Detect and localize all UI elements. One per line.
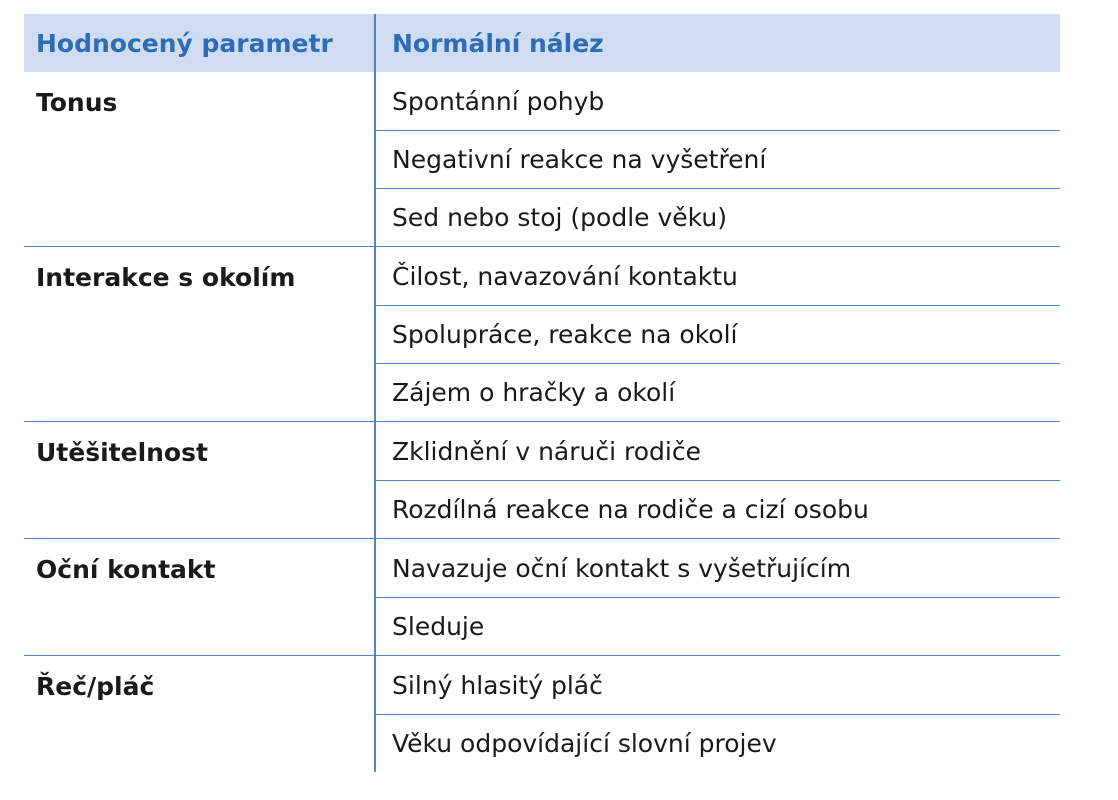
finding-row: Rozdílná reakce na rodiče a cizí osobu [376,480,1060,538]
parameter-cell: Oční kontakt [24,539,376,655]
parameter-cell: Tonus [24,72,376,246]
finding-row: Čilost, navazování kontaktu [392,261,738,291]
finding-row: Zájem o hračky a okolí [376,363,1060,421]
finding-row: Spolupráce, reakce na okolí [376,305,1060,363]
finding-row: Silný hlasitý pláč [392,670,603,700]
findings-cell [376,656,1060,772]
group-interakce [24,246,1060,421]
findings-cell [376,539,1060,655]
parameter-cell: Utěšitelnost [24,422,376,538]
finding-row: Zklidnění v náruči rodiče [392,436,701,466]
group-ocni-kontakt [24,538,1060,655]
finding-row: Navazuje oční kontakt s vyšetřujícím [392,553,852,583]
group-rec-plac [24,655,1060,772]
assessment-table [24,14,1060,772]
findings-cell [376,72,1060,246]
finding-row: Sed nebo stoj (podle věku) [376,188,1060,246]
findings-cell [376,422,1060,538]
finding-row: Sleduje [376,597,1060,655]
header-finding: Normální nález [392,28,604,58]
header-parameter: Hodnocený parametr [24,14,376,72]
parameter-cell: Interakce s okolím [24,247,376,421]
parameter-cell: Řeč/pláč [24,656,376,772]
group-tonus [24,72,1060,246]
finding-row: Věku odpovídající slovní projev [376,714,1060,772]
findings-cell [376,247,1060,421]
group-utesitelnost [24,421,1060,538]
finding-row: Spontánní pohyb [392,86,605,116]
table-header [24,14,1060,72]
finding-row: Negativní reakce na vyšetření [376,130,1060,188]
